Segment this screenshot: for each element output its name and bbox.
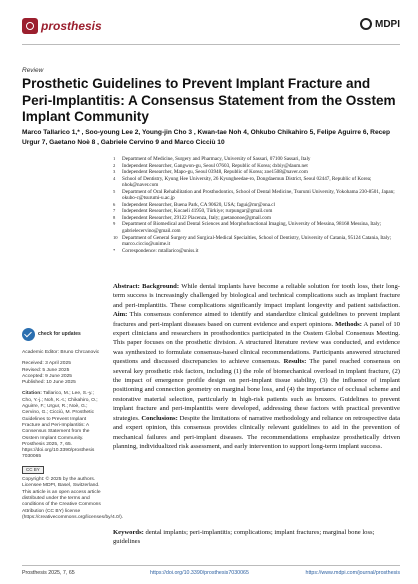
footer-divider	[22, 565, 400, 566]
affiliation-item: 4 School of Dentistry, Kyung Hee University, 26 Kyungheedae-ro, Dongdaemun District, Seoul 02447, Republic of Korea; nhok@naver.com	[113, 175, 372, 189]
header-divider	[22, 44, 400, 45]
footer-journal-link[interactable]: https://www.mdpi.com/journal/prosthesis	[305, 570, 400, 576]
affiliation-item: 9 Department of Biomedical and Dental Sciences and Morphofunctional Imaging, University of Messina, 98168 Messina, Italy; gabrielecervino@gmail.com	[113, 221, 382, 235]
footer-doi-link[interactable]: https://doi.org/10.3390/prosthesis7030065	[150, 570, 249, 576]
keywords: Keywords: dental implants; peri-implantitis; complications; implant fractures; marginal bone loss; guidelines	[113, 529, 375, 546]
copyright-notice: Copyright: © 2025 by the authors. Licensee MDPI, Basel, Switzerland. This article is an open access article distributed under the terms and conditions of the Creative Commons Attribution (CC BY) license (https://creativecommons.org/licenses/by/4.0/).	[22, 477, 124, 520]
article-info-sidebar	[22, 328, 124, 526]
journal-name: prosthesis	[41, 19, 102, 33]
article-title: Prosthetic Guidelines to Prevent Implant Fracture and Peri-Implantitis: A Consensus Statement from the Osstem Implant Community	[22, 76, 396, 124]
affiliation-item: 10 Department of General Surgery and Surgical-Medical Specialties, School of Dentistry, University of Catania, 95124 Catania, Italy; marco.ciccio@unime.it	[113, 234, 392, 248]
affiliation-item: 7 Independent Researcher, Kocaeli 41950, Türkiye; rurpungar@gmail.com	[113, 208, 273, 215]
cc-by-license-badge[interactable]: CC BY	[22, 466, 44, 474]
published-date: Published: 10 June 2025	[22, 380, 76, 386]
page-header	[22, 18, 400, 38]
check-for-updates-button[interactable]: check for updates	[22, 328, 104, 341]
correspondence-item: * Correspondence: mtallarico@uniss.it	[113, 247, 199, 254]
affiliation-item: 6 Independent Researcher, Buena Park, CA 90620, USA; fagui@mr@ona.cl	[113, 201, 276, 208]
publisher-name: MDPI	[375, 18, 400, 30]
mdpi-logo-icon	[360, 18, 372, 30]
affiliation-item: 5 Department of Oral Rehabilitation and Prosthodontics, School of Dental Medicine, Tsurumi University, Yokohama 230-8501, Japan; okubo-c@tsurumi-u.ac.jp	[113, 188, 395, 202]
publication-dates	[22, 361, 104, 386]
footer-citation: Prosthesis 2025, 7, 65	[22, 570, 75, 576]
citation-block: Citation: Tallarico, M.; Lee, S.-y.; Cho, Y.-j.; Noh, K.-t.; Chikahiro, O.; Aguirre, F.; Urgur, R.; Noè, G.; Cervino, G.; Cicciù, M. Prosthetic Guidelines to Prevent Implant Fracture and Peri-Implantitis: A Consensus Statement from the Osstem Implant Community. Prosthesis 2025, 7, 65. https://doi.org/10.3390/prosthesis 7030065	[22, 391, 98, 460]
checkmark-icon	[22, 328, 35, 341]
received-date: Received: 3 April 2025	[22, 361, 71, 367]
accepted-date: Accepted: 9 June 2025	[22, 373, 73, 379]
page-footer	[22, 570, 400, 576]
article-type: Review	[22, 67, 44, 74]
revised-date: Revised: 5 June 2025	[22, 367, 70, 373]
affiliation-item: 3 Independent Researcher, Mapo-gu, Seoul 03948, Republic of Korea; zoe1508@naver.com	[113, 169, 308, 176]
affiliation-item: 8 Independent Researcher, 29122 Piacenza, Italy; gaetanonoe@gmail.com	[113, 214, 271, 221]
affiliation-item: 2 Independent Researcher, Gangwon-gu, Seoul 07603, Republic of Korea; dxbiy@daum.net	[113, 162, 308, 169]
journal-logo-icon	[22, 18, 38, 34]
journal-logo[interactable]	[22, 18, 102, 34]
publisher-logo[interactable]	[360, 18, 400, 30]
affiliation-item: 1 Department of Medicine, Surgery and Pharmacy, University of Sassari, 07100 Sassari, Italy	[113, 156, 311, 162]
author-list: Marco Tallarico 1,* , Soo-young Lee 2, Young-jin Cho 3 , Kwan-tae Noh 4, Ohkubo Chikahiro 5, Felipe Aguirre 6, Recep Urgur 7, Gaetano Noè 8 , Gabriele Cervino 9 and Marco Cicciù 10	[22, 129, 390, 146]
academic-editor: Academic Editor: Bruno Chrcanovic	[22, 350, 100, 355]
abstract: Abstract: Background: While dental implants have become a reliable solution for tooth loss, their long-term success is increasingly challenged by biological and technical complications such as implant fracture and peri-implantitis. These complications significantly impact implant longevity and patient satisfaction. Aim: This consensus conference aimed to identify and standardize clinical guidelines to prevent implant fractures and peri-implant diseases based on current evidence and expert opinions. Methods: A panel of 10 expert clinicians and researchers in prosthodontics participated in the Osstem Global Consensus Meeting. This paper focuses on the prosthetic division. A structured literature review was conducted, and evidence was synthesized to formulate consensus-based clinical recommendations. Participants answered structured questions and discussed discrepancies to achieve consensus. Results: The panel reached consensus on several key prosthetic risk factors, including (1) the role of biomechanical overload in implant fracture, (2) the impact of emergence profile design on peri-implant tissue stability, (3) the influence of implant positioning and connection geometry on marginal bone loss, and (4) the importance of occlusal scheme and restorative material selection, particularly in high-risk patients such as bruxers. Guidelines to prevent implant fracture and peri-implantitis were developed, addressing these factors with practical preventive strategies. Conclusions: Despite the limitations of narrative methodology and reliance on retrospective data and expert opinion, this consensus provides clinically relevant guidelines to aid in the prevention of mechanical failures and peri-implant diseases. The recommendations emphasize prosthetically driven planning, individualized risk assessment, and early intervention to support long-term implant success.	[113, 283, 401, 450]
affiliation-list	[113, 156, 400, 254]
